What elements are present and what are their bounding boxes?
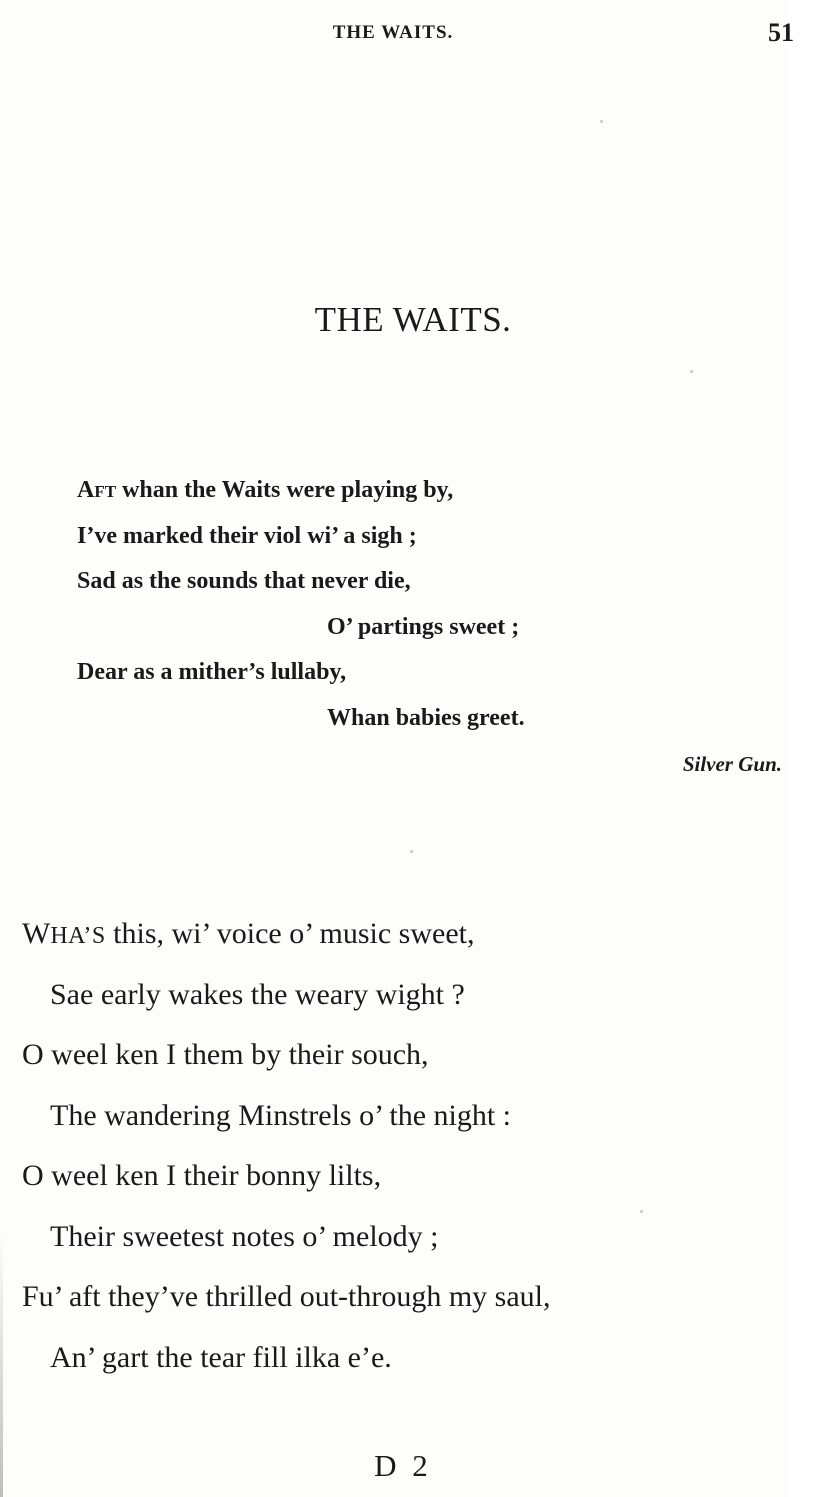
running-head: THE WAITS.	[332, 22, 454, 43]
epigraph-line-text: I’ve marked their viol wi’ a sigh ;	[77, 522, 417, 549]
epigraph-small-caps-word: Aft	[77, 477, 117, 503]
verse-small-caps-word: HA’S	[50, 923, 106, 949]
epigraph-line	[77, 609, 737, 655]
paper-speck	[690, 370, 693, 373]
verse-line-text: The wandering Minstrels o’ the night :	[50, 1098, 512, 1132]
verse-line	[22, 912, 782, 973]
epigraph-line-text: O’ partings sweet ;	[327, 613, 520, 640]
signature-mark: D 2	[374, 1448, 432, 1483]
verse-line-text: An’ gart the tear fill ilka e’e.	[50, 1340, 392, 1374]
paper-speck	[600, 120, 603, 123]
verse-line	[22, 1154, 782, 1215]
epigraph-source: Silver Gun.	[682, 752, 782, 776]
verse-line-text: Their sweetest notes o’ melody ;	[50, 1219, 439, 1253]
epigraph-line-text: Whan babies greet.	[327, 704, 525, 731]
verse-line-text: this, wi’ voice o’ music sweet,	[105, 917, 475, 950]
epigraph-line	[77, 654, 737, 700]
verse-line-text: O weel ken I their bonny lilts,	[22, 1159, 382, 1192]
verse-line	[22, 1094, 782, 1155]
epigraph-line	[77, 472, 737, 518]
page-edge-shadow	[0, 1230, 3, 1497]
verse-initial-letter: W	[22, 917, 51, 950]
epigraph-line-text: Dear as a mither’s lullaby,	[77, 659, 347, 685]
verse-line	[22, 1033, 782, 1094]
verse-line	[22, 1215, 782, 1276]
verse-line	[22, 1275, 782, 1336]
paper-speck	[640, 1210, 643, 1213]
page-number: 51	[768, 18, 794, 47]
epigraph-line-text: Sad as the sounds that never die,	[77, 568, 411, 594]
verse-line-text: Sae early wakes the weary wight ?	[50, 977, 465, 1011]
epigraph-line	[77, 700, 737, 746]
epigraph-line	[77, 518, 737, 564]
verse	[22, 912, 782, 1396]
epigraph-line-text: whan the Waits were playing by,	[116, 477, 454, 503]
poem-title: THE WAITS.	[314, 300, 512, 339]
verse-line-text: Fu’ aft they’ve thrilled out-through my saul,	[22, 1280, 551, 1313]
verse-line	[22, 1336, 782, 1397]
epigraph-line	[77, 563, 737, 609]
verse-line-text: O weel ken I them by their souch,	[22, 1038, 429, 1071]
epigraph	[77, 472, 737, 745]
paper-speck	[410, 850, 413, 853]
verse-line	[22, 973, 782, 1034]
